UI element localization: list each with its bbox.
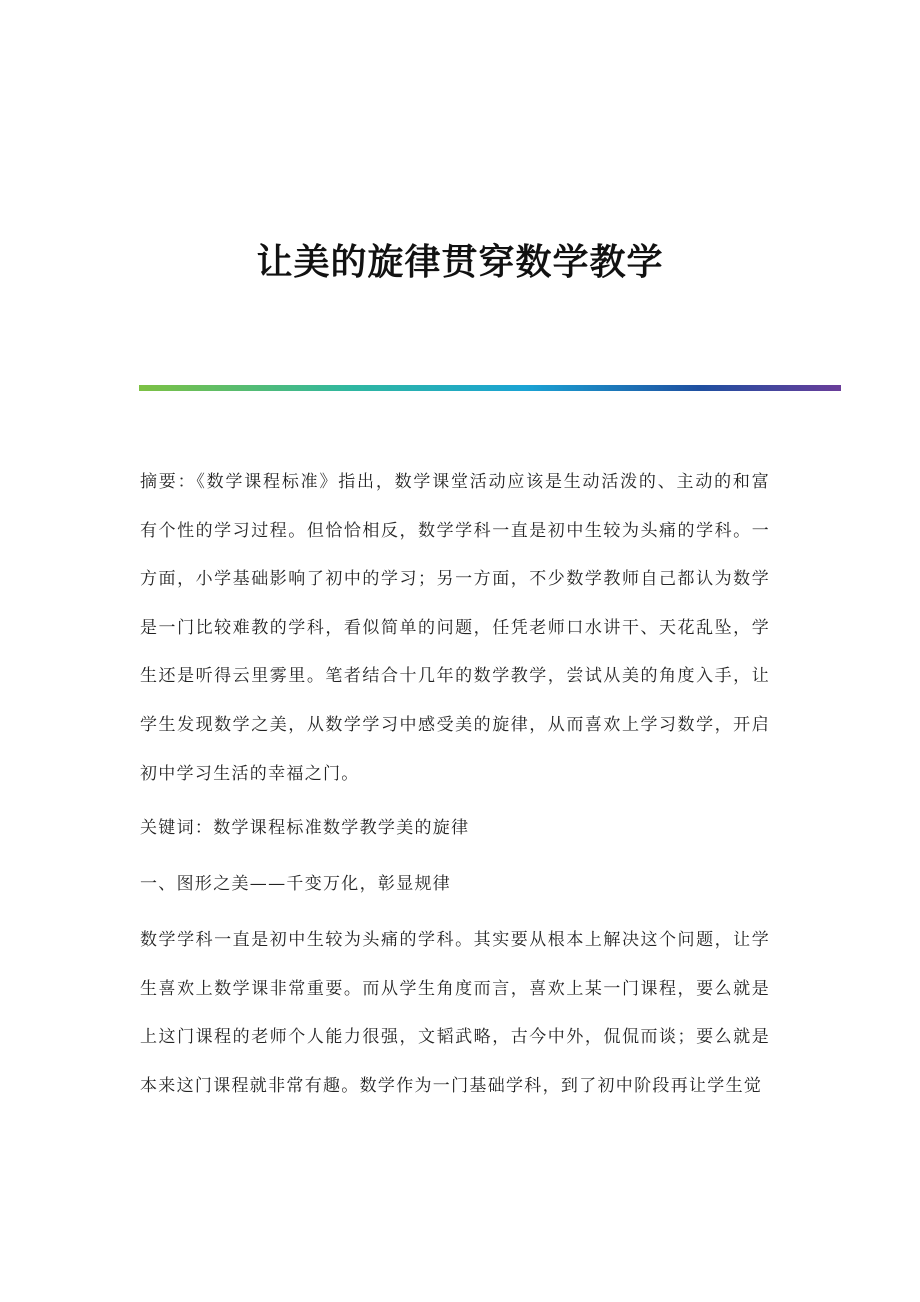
- abstract-paragraph: 摘要：《数学课程标准》指出，数学课堂活动应该是生动活泼的、主动的和富有个性的学习过程。但恰恰相反，数学学科一直是初中生较为头痛的学科。一方面，小学基础影响了初中的学习；另一方面，不少数学教师自己都认为数学是一门比较难教的学科，看似简单的问题，任凭老师口水讲干、天花乱坠，学生还是听得云里雾里。笔者结合十几年的数学教学，尝试从美的角度入手，让学生发现数学之美，从数学学习中感受美的旋律，从而喜欢上学习数学，开启初中学习生活的幸福之门。: [140, 472, 770, 784]
- document-title: 让美的旋律贯穿数学教学: [256, 241, 664, 284]
- abstract-block: [140, 458, 770, 798]
- section-body-block: [140, 916, 770, 1110]
- section-body-paragraph: 数学学科一直是初中生较为头痛的学科。其实要从根本上解决这个问题，让学生喜欢上数学课非常重要。而从学生角度而言，喜欢上某一门课程，要么就是上这门课程的老师个人能力很强，文韬武略，古今中外，侃侃而谈；要么就是本来这门课程就非常有趣。数学作为一门基础学科，到了初中阶段再让学生觉: [140, 930, 770, 1096]
- title-divider: [139, 385, 841, 391]
- section-heading: 一、图形之美——千变万化，彰显规律: [140, 874, 452, 894]
- divider-bar: [139, 385, 841, 391]
- keywords-line: 关键词：数学课程标准数学教学美的旋律: [140, 818, 470, 838]
